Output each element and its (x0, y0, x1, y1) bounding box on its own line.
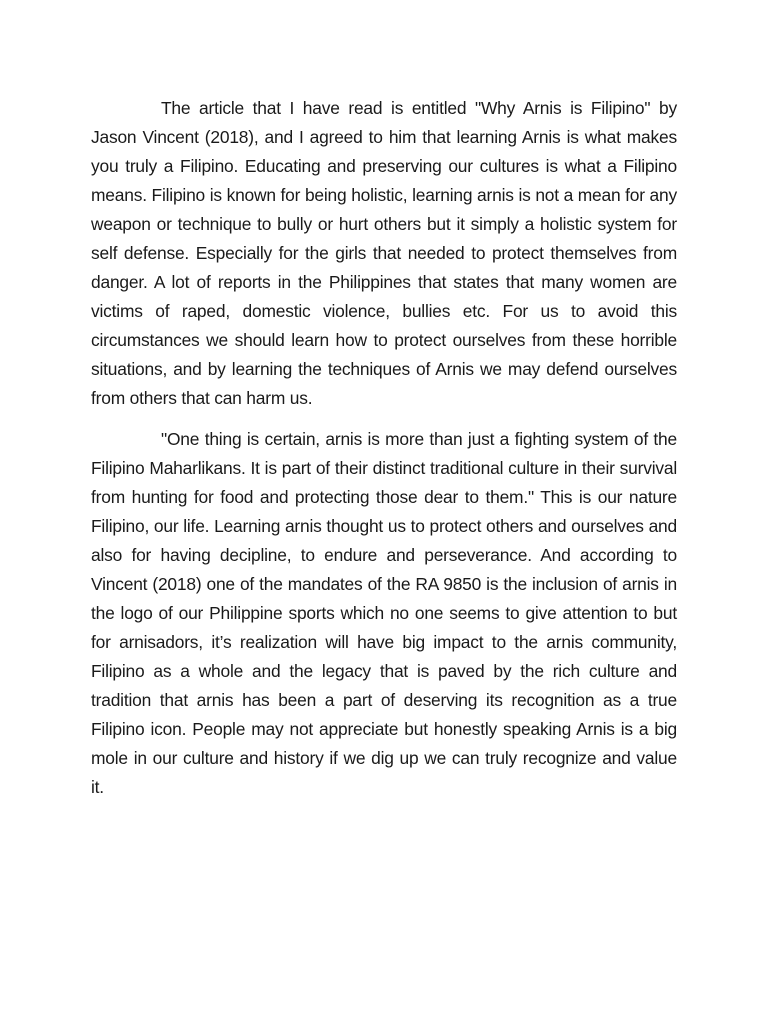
paragraph-2: "One thing is certain, arnis is more than just a fighting system of the Filipino Maharlikans. It is part of their distinct traditional culture in their survival from hunting for food and protecting those dear to them." This is our nature Filipino, our life. Learning arnis thought us to protect others and ourselves and also for having decipline, to endure and perseverance. And according to Vincent (2018) one of the mandates of the RA 9850 is the inclusion of arnis in the logo of our Philippine sports which no one seems to give attention to but for arnisadors, it’s realization will have big impact to the arnis community, Filipino as a whole and the legacy that is paved by the rich culture and tradition that arnis has been a part of deserving its recognition as a true Filipino icon. People may not appreciate but honestly speaking Arnis is a big mole in our culture and history if we dig up we can truly recognize and value it. (91, 429, 677, 797)
essay-body (91, 94, 677, 802)
paragraph-1: The article that I have read is entitled "Why Arnis is Filipino" by Jason Vincent (2018), and I agreed to him that learning Arnis is what makes you truly a Filipino. Educating and preserving our cultures is what a Filipino means. Filipino is known for being holistic, learning arnis is not a mean for any weapon or technique to bully or hurt others but it simply a holistic system for self defense. Especially for the girls that needed to protect themselves from danger. A lot of reports in the Philippines that states that many women are victims of raped, domestic violence, bullies etc. For us to avoid this circumstances we should learn how to protect ourselves from these horrible situations, and by learning the techniques of Arnis we may defend ourselves from others that can harm us. (91, 98, 677, 408)
